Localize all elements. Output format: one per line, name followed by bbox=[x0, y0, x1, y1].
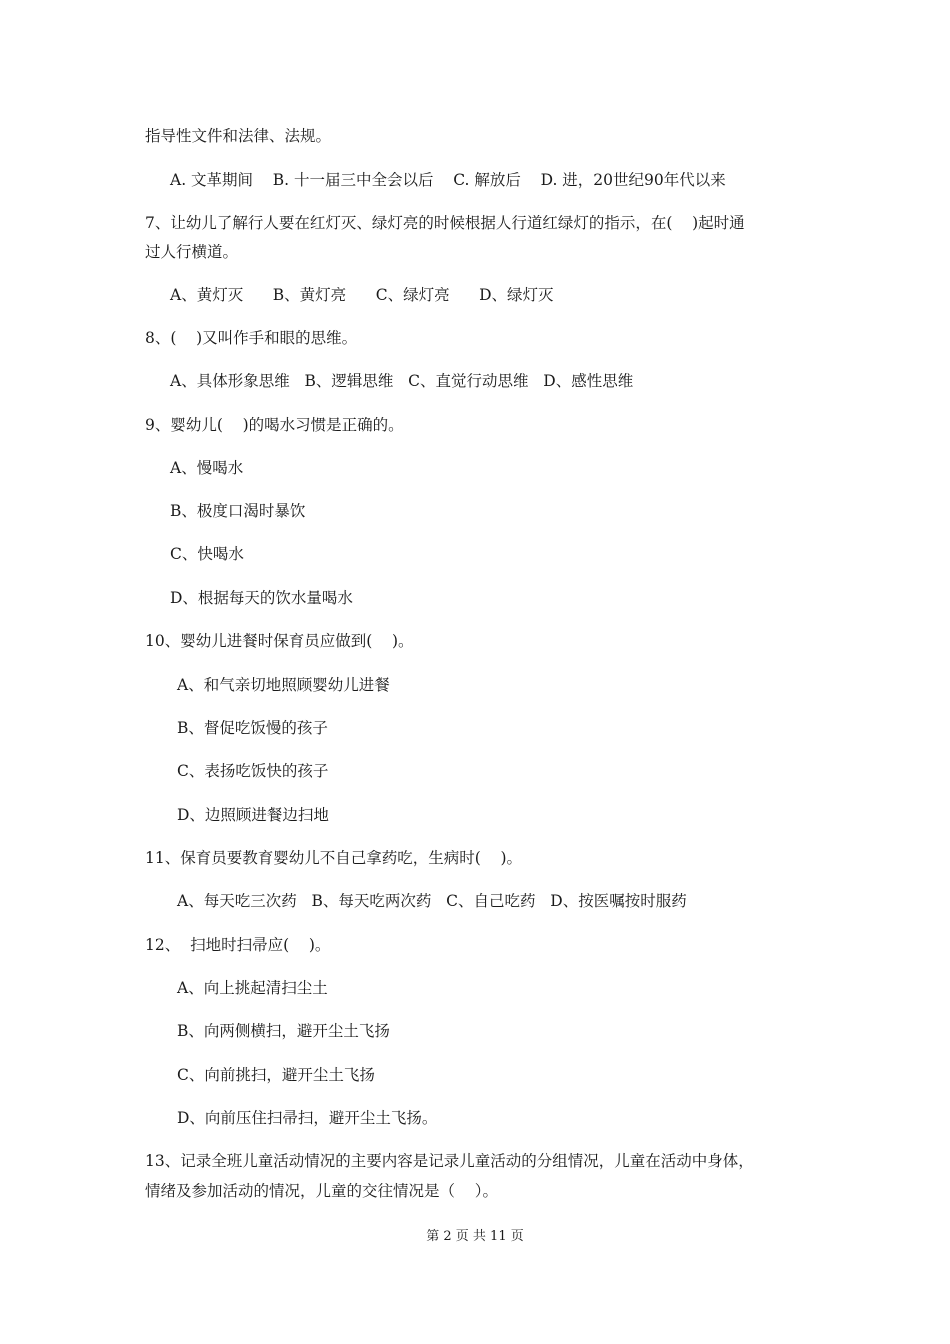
q9-option-a: A、慢喝水 bbox=[170, 459, 244, 477]
question-10: 10、婴幼儿进餐时保育员应做到( )。 bbox=[145, 632, 414, 650]
q9-option-d: D、根据每天的饮水量喝水 bbox=[170, 589, 353, 607]
q9-option-c: C、快喝水 bbox=[170, 545, 244, 563]
text-line: 指导性文件和法律、法规。 bbox=[145, 127, 332, 145]
q10-option-a: A、和气亲切地照顾婴幼儿进餐 bbox=[177, 676, 390, 694]
question-9: 9、婴幼儿( )的喝水习惯是正确的。 bbox=[145, 416, 404, 434]
question-8: 8、( )又叫作手和眼的思维。 bbox=[145, 329, 358, 347]
question-13: 13、记录全班儿童活动情况的主要内容是记录儿童活动的分组情况，儿童在活动中身体， bbox=[145, 1152, 754, 1170]
q10-option-c: C、表扬吃饭快的孩子 bbox=[177, 762, 329, 780]
q11-options: A、每天吃三次药 B、每天吃两次药 C、自己吃药 D、按医嘱按时服药 bbox=[177, 892, 687, 910]
question-11: 11、保育员要教育婴幼儿不自己拿药吃，生病时( )。 bbox=[145, 849, 523, 867]
q10-option-b: B、督促吃饭慢的孩子 bbox=[177, 719, 328, 737]
q12-option-a: A、向上挑起清扫尘土 bbox=[177, 979, 328, 997]
page-footer: 第 2 页 共 11 页 bbox=[426, 1229, 524, 1244]
q9-option-b: B、极度口渴时暴饮 bbox=[170, 502, 306, 520]
question-12: 12、 扫地时扫帚应( )。 bbox=[145, 936, 331, 954]
q12-option-c: C、向前挑扫，避开尘土飞扬 bbox=[177, 1066, 375, 1084]
q12-option-d: D、向前压住扫帚扫，避开尘土飞扬。 bbox=[177, 1109, 438, 1127]
q6-options: A. 文革期间 B. 十一届三中全会以后 C. 解放后 D. 进，20世纪90年代以来 bbox=[170, 171, 726, 189]
question-7-cont: 过人行横道。 bbox=[145, 243, 239, 261]
q10-option-d: D、边照顾进餐边扫地 bbox=[177, 806, 329, 824]
q8-options: A、具体形象思维 B、逻辑思维 C、直觉行动思维 D、感性思维 bbox=[170, 372, 634, 390]
question-13-cont: 情绪及参加活动的情况，儿童的交往情况是（ ）。 bbox=[145, 1182, 498, 1200]
q7-options: A、黄灯灭 B、黄灯亮 C、绿灯亮 D、绿灯灭 bbox=[170, 286, 554, 304]
question-7: 7、让幼儿了解行人要在红灯灭、绿灯亮的时候根据人行道红绿灯的指示，在( )起时通 bbox=[145, 214, 745, 232]
q12-option-b: B、向两侧横扫，避开尘土飞扬 bbox=[177, 1022, 390, 1040]
